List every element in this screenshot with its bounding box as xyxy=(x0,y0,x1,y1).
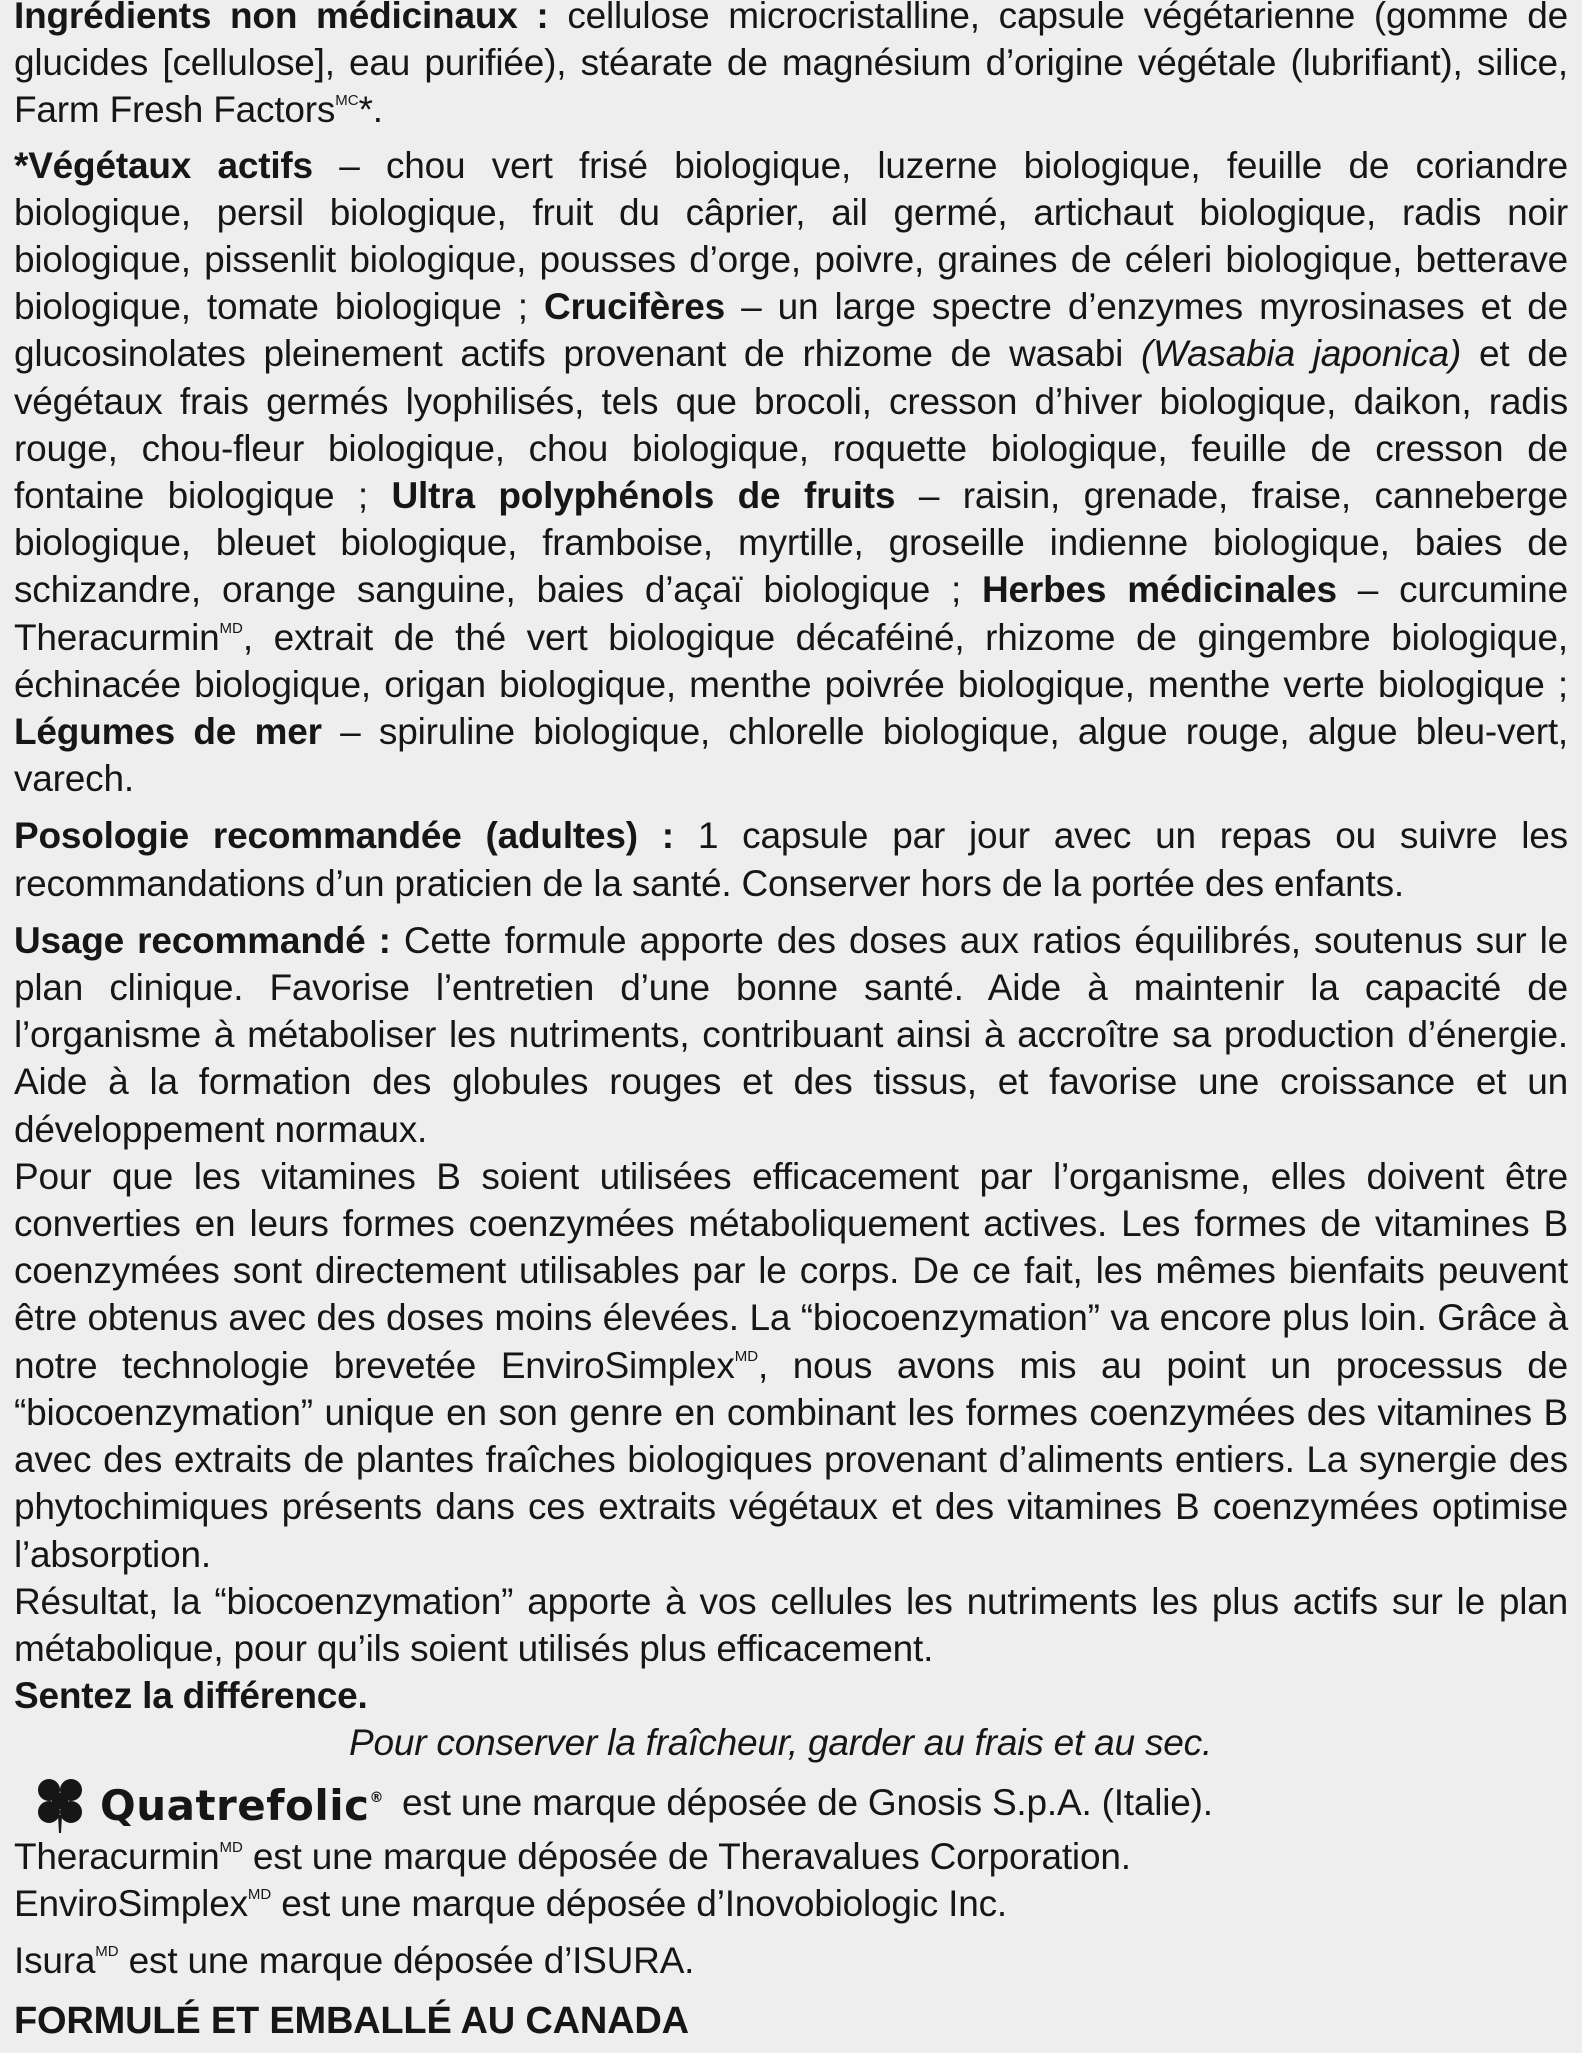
trademark-mark: MD xyxy=(95,1942,119,1960)
usage-paragraph xyxy=(14,917,1568,1153)
quatrefolic-logo-text xyxy=(100,1775,384,1829)
theracurmin-name: Theracurmin xyxy=(14,1835,220,1877)
feel-the-difference: Sentez la différence. xyxy=(14,1675,368,1717)
herbes-heading: Herbes médicinales xyxy=(982,569,1337,611)
theracurmin-trademark-text: est une marque déposée de Theravalues Corporation. xyxy=(242,1835,1131,1877)
cruciferes-text-b: et de végétaux frais germés lyophilisés, tels que brocoli, cresson d’hiver biologique, daikon, radis rouge, chou-fleur biologique, chou biologique, roquette biologique, feuille de cresson de fontaine biologique ; xyxy=(14,333,1568,517)
usage-heading: Usage recommandé : xyxy=(14,919,391,961)
registered-mark: ® xyxy=(369,1790,385,1807)
vitamins-paragraph xyxy=(14,1153,1568,1578)
cruciferes-heading: Crucifères xyxy=(543,286,725,328)
trademark-mark: MD xyxy=(734,1347,759,1365)
mer-text: – spiruline biologique, chlorelle biologique, algue rouge, algue bleu-vert, varech. xyxy=(14,711,1568,800)
made-in-canada: FORMULÉ ET EMBALLÉ AU CANADA xyxy=(14,2000,689,2043)
trademark-mark: MC xyxy=(335,92,359,110)
quatrefolic-wordmark: Quatrefolic xyxy=(100,1781,370,1831)
quatrefolic-trademark-line xyxy=(14,1773,1568,1833)
vitamins-text-a: Pour que les vitamines B soient utilisées efficacement par l’organisme, elles doivent être converties en leurs formes coenzymées métaboliquement actives. Les formes de vitamines B coenzymées sont directement utilisables par le corps. De ce fait, les mêmes bienfaits peuvent être obtenus avec des doses moins élevées. La “biocoenzymation” va encore plus loin. Grâce à notre technologie brevetée EnviroSimplex xyxy=(14,1155,1568,1386)
theracurmin-trademark-line xyxy=(14,1833,1568,1880)
fruits-text: – raisin, grenade, fraise, canneberge biologique, bleuet biologique, framboise, myrtille, groseille indienne biologique, baies de schizandre, orange sanguine, baies d’açaï biologique ; xyxy=(14,475,1568,611)
ingredients-text: cellulose microcristalline, capsule végétarienne (gomme de glucides [cellulose], eau purifiée), stéarate de magnésium d’origine végétale (lubrifiant), silice, Farm Fresh Factors xyxy=(14,0,1568,131)
result-paragraph xyxy=(14,1578,1568,1672)
isura-trademark-line xyxy=(14,1937,1568,1984)
result-text: Résultat, la “biocoenzymation” apporte à vos cellules les nutriments les plus actifs sur le plan métabolique, pour qu’ils soient utilisés plus efficacement. xyxy=(14,1580,1568,1669)
mer-heading: Légumes de mer xyxy=(14,711,322,753)
quatrefolic-trademark-text: est une marque déposée de Gnosis S.p.A. (Italie). xyxy=(402,1781,1213,1823)
dosage-text: 1 capsule par jour avec un repas ou suivre les recommandations d’un praticien de la santé. Conserver hors de la portée des enfants. xyxy=(14,815,1568,904)
active-plants-paragraph xyxy=(14,142,1568,803)
fruits-heading: Ultra polyphénols de fruits xyxy=(391,475,896,517)
cruciferes-text-a: – un large spectre d’enzymes myrosinases et de glucosinolates pleinement actifs provenant de rhizome de wasabi xyxy=(14,286,1568,375)
herbes-text-b: , extrait de thé vert biologique décaféiné, rhizome de gingembre biologique, échinacée biologique, origan biologique, menthe poivrée biologique, menthe verte biologique ; xyxy=(14,616,1568,705)
usage-text: Cette formule apporte des doses aux ratios équilibrés, soutenus sur le plan clinique. Favorise l’entretien d’une bonne santé. Aide à maintenir la capacité de l’organisme à métaboliser les nutriments, contribuant ainsi à accroître sa production d’énergie. Aide à la formation des globules rouges et des tissus, et favorise une croissance et un développement normaux. xyxy=(14,919,1568,1150)
dosage-paragraph xyxy=(14,812,1568,906)
isura-name: Isura xyxy=(14,1939,96,1981)
dosage-heading: Posologie recommandée (adultes) : xyxy=(14,815,674,857)
quatrefolic-clover-icon xyxy=(28,1771,92,1835)
non-medicinal-ingredients xyxy=(14,0,1568,134)
ingredients-heading: Ingrédients non médicinaux : xyxy=(14,0,549,36)
trademark-mark: MD xyxy=(247,1885,272,1903)
wasabi-latin-name: (Wasabia japonica) xyxy=(1140,333,1462,375)
isura-trademark-text: est une marque déposée d’ISURA. xyxy=(118,1939,695,1981)
trademark-mark: MD xyxy=(219,619,243,637)
envirosimplex-name: EnviroSimplex xyxy=(14,1882,248,1924)
envirosimplex-trademark-text: est une marque déposée d’Inovobiologic Inc. xyxy=(271,1882,1008,1924)
vegetaux-text: – chou vert frisé biologique, luzerne biologique, feuille de coriandre biologique, persil biologique, fruit du câprier, ail germé, artichaut biologique, radis noir biologique, pissenlit biologique, pousses d’orge, poivre, graines de céleri biologique, betterave biologique, tomate biologique ; xyxy=(14,144,1568,328)
envirosimplex-trademark-line xyxy=(14,1880,1568,1927)
ingredients-tail: *. xyxy=(358,89,383,131)
vegetaux-heading: *Végétaux actifs xyxy=(14,144,313,186)
vitamins-text-b: , nous avons mis au point un processus de “biocoenzymation” unique en son genre en combinant les formes coenzymées des vitamines B avec des extraits de plantes fraîches biologiques provenant d’aliments entiers. La synergie des phytochimiques présents dans ces extraits végétaux et des vitamines B coenzymées optimise l’absorption. xyxy=(14,1344,1568,1575)
herbes-text-a: – curcumine Theracurmin xyxy=(14,569,1568,658)
storage-note: Pour conserver la fraîcheur, garder au frais et au sec. xyxy=(349,1722,1213,1764)
trademark-mark: MD xyxy=(219,1838,243,1856)
